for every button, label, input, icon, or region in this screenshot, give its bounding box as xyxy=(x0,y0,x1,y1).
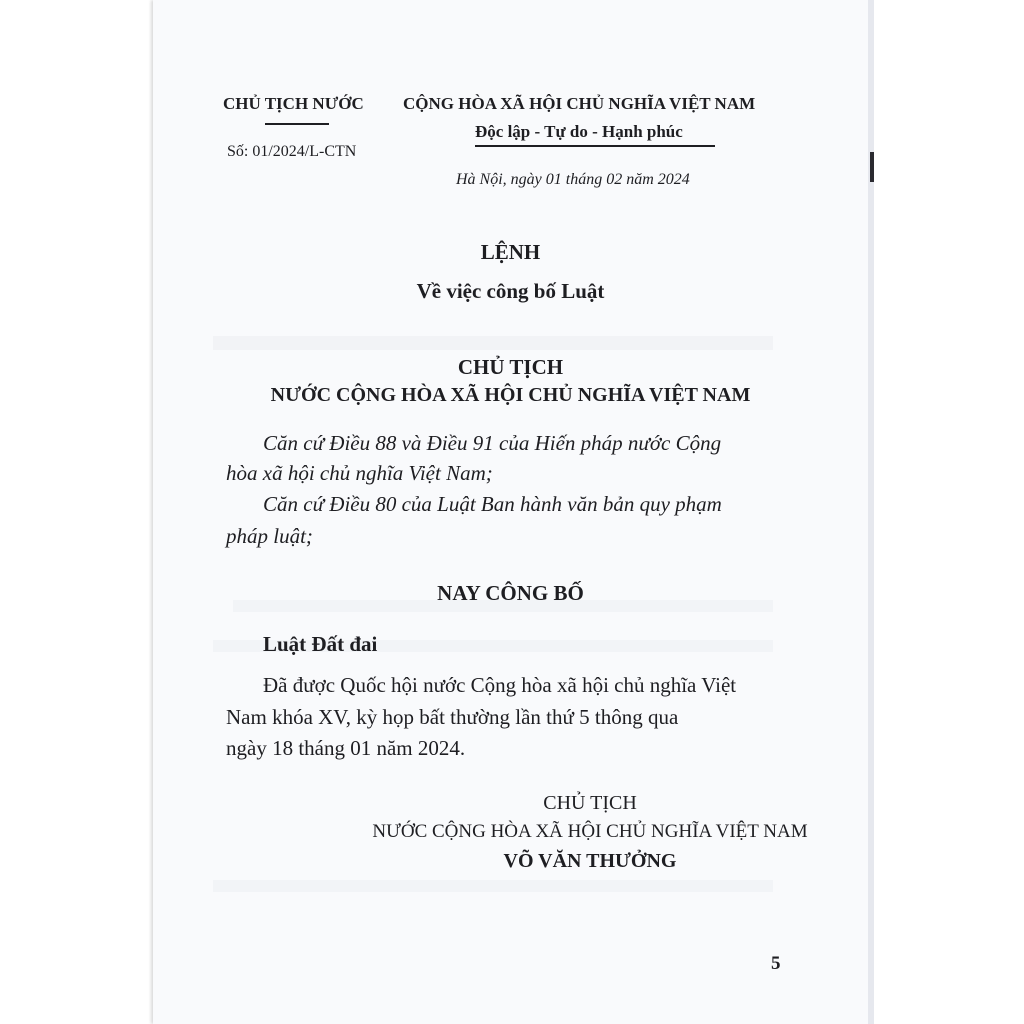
legal-basis-2-cont: pháp luật; xyxy=(226,524,313,548)
legal-basis-1: Căn cứ Điều 88 và Điều 91 của Hiến pháp nước Cộng xyxy=(263,431,722,455)
document-subject: Về việc công bố Luật xyxy=(416,279,605,303)
proclamation-body-line-3: ngày 18 tháng 01 năm 2024. xyxy=(226,736,466,760)
page-marker xyxy=(870,152,874,182)
issuer-underline xyxy=(265,123,329,125)
legal-basis-1-cont: hòa xã hội chủ nghĩa Việt Nam; xyxy=(226,461,493,485)
signatory-name: VÕ VĂN THƯỞNG xyxy=(503,850,677,872)
document-type: LỆNH xyxy=(480,240,541,264)
law-name: Luật Đất đai xyxy=(263,632,378,656)
document-number: Số: 01/2024/L-CTN xyxy=(227,143,357,160)
signature-full-title: NƯỚC CỘNG HÒA XÃ HỘI CHỦ NGHĨA VIỆT NAM xyxy=(372,821,808,842)
motto-underline xyxy=(475,145,715,147)
show-through-texture xyxy=(213,336,773,350)
show-through-texture xyxy=(213,880,773,892)
document-page xyxy=(153,0,868,1024)
issuer-label: CHỦ TỊCH NƯỚC xyxy=(223,94,364,113)
national-motto: Độc lập - Tự do - Hạnh phúc xyxy=(475,122,683,141)
authority-title: CHỦ TỊCH xyxy=(457,355,564,379)
proclamation-body-line-2: Nam khóa XV, kỳ họp bất thường lần thứ 5 thông qua xyxy=(226,705,679,729)
nation-title: CỘNG HÒA XÃ HỘI CHỦ NGHĨA VIỆT NAM xyxy=(403,94,756,113)
authority-full-title: NƯỚC CỘNG HÒA XÃ HỘI CHỦ NGHĨA VIỆT NAM xyxy=(270,384,751,406)
proclamation-heading: NAY CÔNG BỐ xyxy=(437,581,584,605)
page-number: 5 xyxy=(771,953,781,974)
place-and-date: Hà Nội, ngày 01 tháng 02 năm 2024 xyxy=(456,171,690,188)
proclamation-body-line-1: Đã được Quốc hội nước Cộng hòa xã hội chủ nghĩa Việt xyxy=(263,673,737,697)
legal-basis-2: Căn cứ Điều 80 của Luật Ban hành văn bản quy phạm xyxy=(263,492,722,516)
signature-title: CHỦ TỊCH xyxy=(543,792,637,814)
